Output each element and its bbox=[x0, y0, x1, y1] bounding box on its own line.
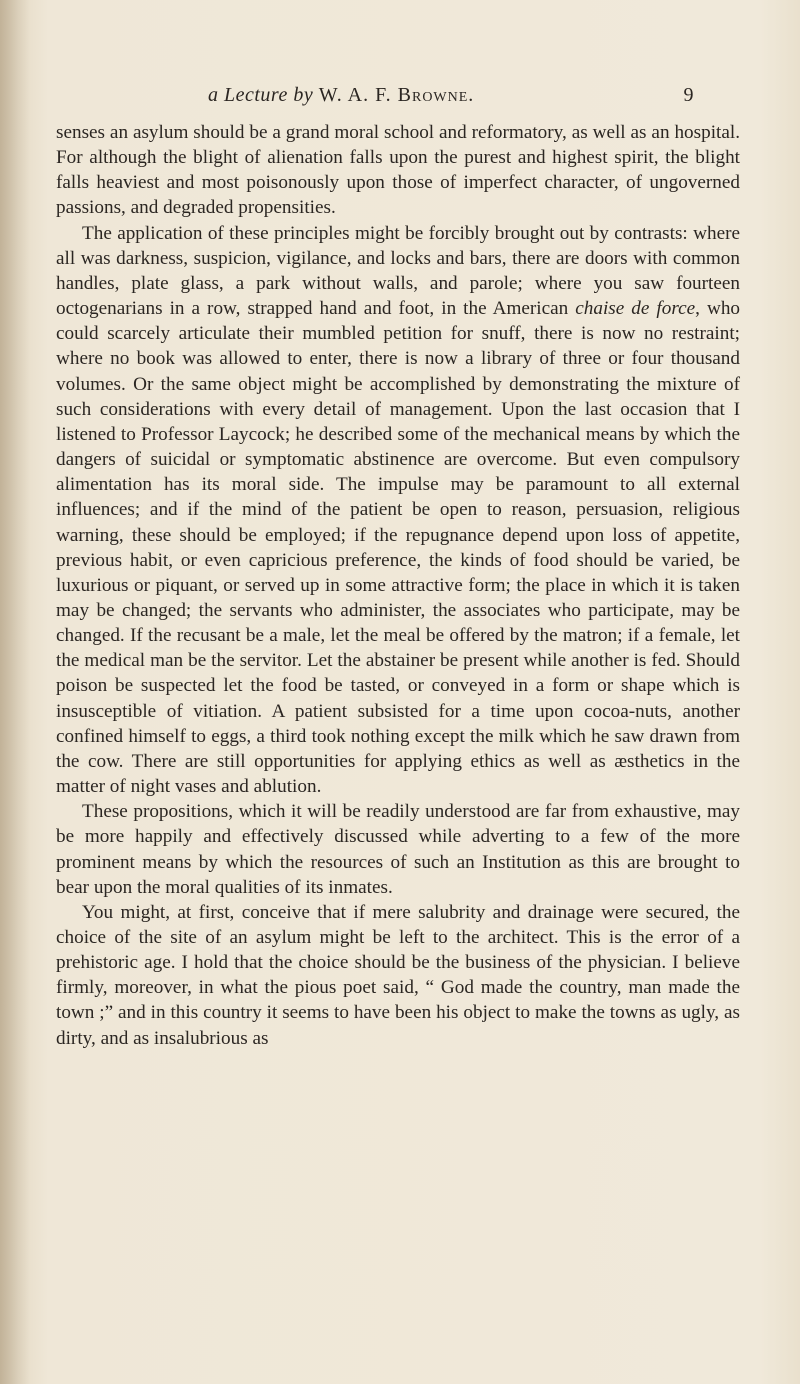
header-title: a Lecture by bbox=[208, 84, 314, 106]
paragraph-text: These propositions, which it will be readily understood are far from exhaustive, may be more happily and effectively discussed while adverting to a few of the more prominent means by which the resources of such an Institution as this are brought to bear upon the moral qualities of its inmates. bbox=[56, 801, 740, 898]
paragraph bbox=[56, 799, 740, 900]
paragraph bbox=[56, 221, 740, 800]
body-text bbox=[56, 120, 740, 1051]
italic-phrase: chaise de force bbox=[575, 298, 696, 320]
paragraph bbox=[56, 120, 740, 221]
header-author: W. A. F. Browne. bbox=[318, 84, 475, 106]
paragraph-text: The application of these principles might be forcibly brought out by contrasts: where all was darkness, suspicion, vigilance, and locks and bars, there are doors with common handles, plate glass, a park without walls, and parole; where you saw fourteen octogenarians in a row, strapped hand and foot, in the American bbox=[56, 222, 740, 320]
running-header bbox=[208, 84, 694, 114]
paragraph-text: You might, at first, conceive that if mere salubrity and drainage were secured, the choice of the site of an asylum might be left to the architect. This is the error of a prehistoric age. I hold that the choice should be the business of the physician. I believe firmly, moreover, in what the pious poet said, “ God made the country, man made the town ;” and in this country it seems to have been his object to make the towns as ugly, as dirty, and as insalubrious as bbox=[56, 901, 740, 1049]
paragraph-text: senses an asylum should be a grand moral school and reformatory, as well as an hospital. For although the blight of alienation falls upon the purest and highest spirit, the blight falls heaviest and most poisonously upon those of imperfect character, of ungoverned passions, and degraded propensities. bbox=[56, 122, 740, 219]
page-number: 9 bbox=[683, 84, 694, 106]
paragraph-text: , who could scarcely articulate their mumbled petition for snuff, there is now no restraint; where no book was allowed to enter, there is now a library of three or four thousand volumes. Or the same object might be accomplished by demonstrating the mixture of such considerations with every detail of management. Upon the last occasion that I listened to Professor Laycock; he described some of the mechanical means by which the dangers of suicidal or symptomatic abstinence are overcome. But even compulsory alimentation has its moral side. The impulse may be paramount to all external influences; and if the mind of the patient be open to reason, persuasion, religious warning, these should be employed; if the repugnance depend upon loss of appetite, previous habit, or even capricious preference, the kinds of food should be varied, be luxurious or piquant, or served up in some attractive form; the place in which it is taken may be changed; the servants who administer, the associates who participate, may be changed. If the recusant be a male, let the meal be offered by the matron; if a female, let the medical man be the servitor. Let the abstainer be present while another is fed. Should poison be suspected let the food be tasted, or conveyed in a form or shape which is insusceptible of vitiation. A patient subsisted for a time upon cocoa-nuts, another confined himself to eggs, a third took nothing except the milk which he saw drawn from the cow. There are still opportunities for applying ethics as well as æsthetics in the matter of night vases and ablution. bbox=[56, 298, 741, 798]
page-gutter-shadow bbox=[0, 0, 30, 1384]
paragraph bbox=[56, 900, 740, 1051]
